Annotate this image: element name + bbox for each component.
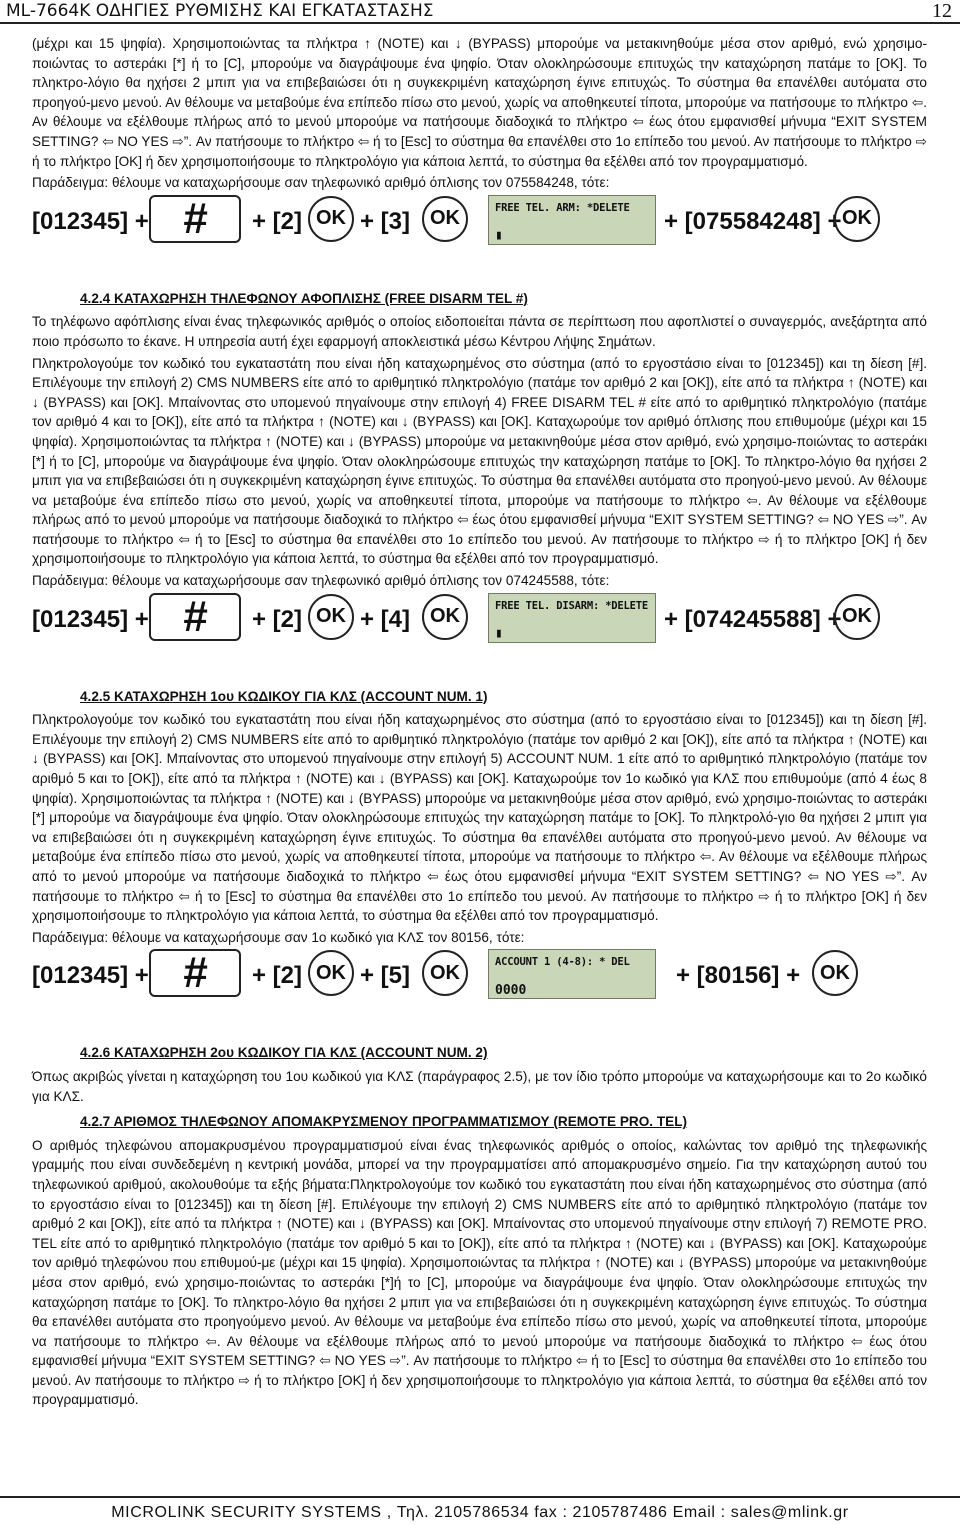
account-number: + [80156] + xyxy=(676,962,801,990)
step-5: + [5] xyxy=(360,962,411,990)
lcd-display xyxy=(488,593,656,643)
example-sequence-1 xyxy=(32,195,927,283)
paragraph: Ο αριθμός τηλεφώνου απομακρυσμένου προγραμματισμού είναι ένας τηλεφωνικός αριθμός ο οποίος, καλώντας τον αριθμό της τηλεφωνικής γραμμής που είναι συνδεδεμένη η κεντρική μονάδα, μπορεί να την προγραμματίσει από απομακρυσμένο σημείο. Για την καταχώρηση αυτού του τηλεφωνικού αριθμού, ακολουθούμε τα εξής βήματα:Πληκτρολογούμε τον κωδικό του εγκαταστάτη που είναι ήδη καταχωρημένος στο σύστημα (από το εργοστάσιο είναι το [012345]) και τη δίεση [#]. Επιλέγουμε την επιλογή 2) CMS NUMBERS είτε από το αριθμητικό πληκτρολόγιο (πατάμε τον αριθμό 2 και [OK]), είτε από τα πλήκτρα ↑ (NOTE) και ↓ (BYPASS) και [OK]. Μπαίνοντας στο υπομενού πηγαίνουμε στην επιλογή 7) REMOTE PRO. TEL είτε από το αριθμητικό πληκτρολόγιο (πατάμε τον αριθμό 5 και το [OK]), είτε από τα πλήκτρα ↑ (NOTE) και ↓ (BYPASS) και [OK]. Καταχωρούμε τον αριθμό τηλεφώνου που επιθυμού-με (μέχρι και 15 ψηφία). Χρησιμοποιώντας τα πλήκτρα ↑ (NOTE) και ↓ (BYPASS) μπορούμε να μετακινηθούμε μέσα στον αριθμό, ενώ χρησιμο-ποιώντας το αστεράκι [*]ή το [C], μπορούμε να διαγράψουμε ένα ψηφίο. Όταν ολοκληρώσουμε επιτυχώς την καταχώρηση πατάμε το [OK]. Το πληκτρο-λόγιο θα ηχήσει 2 μπιπ για να επιβεβαιώσει ότι η συγκεκριμένη καταχώρηση έγινε επιτυχώς. Το σύστημα θα επανέλθει αυτόματα στο προηγούμενο μενού. Αν θέλουμε να μεταβούμε ένα επίπεδο πίσω στο μενού, χωρίς να αποθηκευτεί τίποτα, μπορούμε να πατήσουμε το πλήκτρο ⇦. Αν θέλουμε να εξέλθουμε πλήρως από το μενού μπορούμε να πατήσουμε διαδοχικά το πλήκτρο ⇦ έως ότου εμφανισθεί μήνυμα “EXIT SYSTEM SETTING? ⇦ NO YES ⇨”. Αν πατήσουμε το πλήκτρο ⇦ ή το [Esc] το σύστημα θα επανέλθει στο 1ο επίπεδο του μενού. Αν πατήσουμε το πλήκτρο ⇨ ή το πλήκτρο [OK] ή δεν χρησιμοποιήσουμε το πληκτρολόγιο για κάποια λεπτά, το σύστημα θα εξέλθει από τον προγραμματισμό. xyxy=(32,1137,927,1408)
step-3: + [3] xyxy=(360,207,411,235)
ok-key-icon: OK xyxy=(308,196,354,242)
page-footer xyxy=(0,1496,960,1525)
example-caption: Παράδειγμα: θέλουμε να καταχωρήσουμε σαν τηλεφωνικό αριθμό όπλισης τον 075584248, τότε: xyxy=(32,175,610,191)
hash-key-icon: # xyxy=(149,949,241,997)
section-heading: 4.2.4 ΚΑΤΑΧΩΡΗΣΗ ΤΗΛΕΦΩΝΟΥ ΑΦΟΠΛΙΣΗΣ (FREE DISARM TEL #) xyxy=(80,290,528,306)
installer-code: [012345] + xyxy=(32,605,149,633)
section-heading: 4.2.5 ΚΑΤΑΧΩΡΗΣΗ 1ου ΚΩΔΙΚΟΥ ΓΙΑ ΚΛΣ (ACCOUNT NUM. 1) xyxy=(80,688,488,704)
section-heading: 4.2.6 ΚΑΤΑΧΩΡΗΣΗ 2ου ΚΩΔΙΚΟΥ ΓΙΑ ΚΛΣ (ACCOUNT NUM. 2) xyxy=(80,1045,488,1061)
example-caption: Παράδειγμα: θέλουμε να καταχωρήσουμε σαν τηλεφωνικό αριθμό όπλισης τον 074245588, τότε: xyxy=(32,573,610,589)
paragraph: Πληκτρολογούμε τον κωδικό του εγκαταστάτη που είναι ήδη καταχωρημένος στο σύστημα (από το εργοστάσιο είναι το [012345]) και τη δίεση [#]. Επιλέγουμε την επιλογή 2) CMS NUMBERS είτε από το αριθμητικό πληκτρολόγιο (πατάμε τον αριθμό 2 και [OK]), είτε από τα πλήκτρα ↑ (NOTE) και ↓ (BYPASS) και [OK]. Μπαίνοντας στο υπομενού πηγαίνουμε στην επιλογή 5) ACCOUNT NUM. 1 είτε από το αριθμητικό πληκτρολόγιο (πατάμε τον αριθμό 5 και το [OK]), είτε από τα πλήκτρα ↑ (NOTE) και ↓ (BYPASS) και [OK]. Καταχωρούμε τον 1ο κωδικό για ΚΛΣ που επιθυμούμε (από 4 έως 8 ψηφία). Χρησιμοποιώντας τα πλήκτρα ↑ (NOTE) και ↓ (BYPASS) μπορούμε να μετακινηθούμε μέσα στον αριθμό, ενώ χρησιμο-ποιώντας το αστεράκι [*] μπορούμε να διαγράψουμε ένα ψηφίο. Όταν ολοκληρώσουμε επιτυχώς την καταχώρηση πατάμε το [OK]. Το πληκτρολό-γιο θα ηχήσει 2 μπιπ για να επιβεβαιώσει ότι η συγκεκριμένη καταχώρηση έγινε επιτυχώς. Το σύστημα θα επανέλθει αυτόματα στο προηγού-μενο μενού. Αν θέλουμε να μεταβούμε ένα επίπεδο πίσω στο μενού, χωρίς να αποθηκευτεί τίποτα, μπορούμε να πατήσουμε το πλήκτρο ⇦. Αν θέλουμε να εξέλθουμε πλήρως από το μενού μπορούμε να πατήσουμε διαδοχικά το πλήκτρο ⇦ έως ότου εμφανισθεί μήνυμα “EXIT SYSTEM SETTING? ⇦ NO YES ⇨”. Αν πατήσουμε το πλήκτρο ⇦ ή το [Esc] το σύστημα θα επανέλθει στο 1ο επίπεδο του μενού. Αν πατήσουμε το πλήκτρο ⇨ ή το πλήκτρο [OK] ή δεν χρησιμοποιήσουμε το πληκτρολόγιο για κάποια λεπτά, το σύστημα θα εξέλθει από τον προγραμματισμό. xyxy=(32,712,927,924)
paragraph: Όπως ακριβώς γίνεται η καταχώρηση του 1ου κωδικού για ΚΛΣ (παράγραφος 2.5), με τον ίδιο τρόπο μπορούμε να καταχωρήσουμε και το 2ο κωδικό για ΚΛΣ. xyxy=(32,1068,927,1104)
ok-key-icon: OK xyxy=(834,594,880,640)
step-2: + [2] xyxy=(252,605,303,633)
paragraph: Το τηλέφωνο αφόπλισης είναι ένας τηλεφωνικός αριθμός ο οποίος ειδοποιείται πάντα σε περίπτωση που αφοπλιστεί ο συναγερμός, ανεξάρτητα από ποιο πρόσωπο το έκανε. Η υπηρεσία αυτή έχει εφαρμογή αποκλειστικά μέσω Κέντρου Λήψης Σημάτων. xyxy=(32,314,927,349)
lcd-cursor: ▮ xyxy=(495,626,503,642)
step-4: + [4] xyxy=(360,605,411,633)
ok-key-icon: OK xyxy=(834,196,880,242)
ok-key-icon: OK xyxy=(308,950,354,996)
ok-key-icon: OK xyxy=(308,594,354,640)
document-title: ML-7664K ΟΔΗΓΙΕΣ ΡΥΘΜΙΣΗΣ ΚΑΙ ΕΓΚΑΤΑΣΤΑΣΗΣ xyxy=(6,1,434,21)
lcd-digits: 0000 xyxy=(495,982,527,998)
lcd-cursor: ▮ xyxy=(495,228,503,244)
lcd-line: FREE TEL. ARM: *DELETE xyxy=(495,201,630,214)
lcd-display xyxy=(488,195,656,245)
hash-key-icon: # xyxy=(149,195,241,243)
lcd-display xyxy=(488,949,656,999)
installer-code: [012345] + xyxy=(32,962,149,990)
hash-key-icon: # xyxy=(149,593,241,641)
ok-key-icon: OK xyxy=(422,594,468,640)
lcd-line: FREE TEL. DISARM: *DELETE xyxy=(495,599,649,612)
document-body xyxy=(32,34,927,1412)
ok-key-icon: OK xyxy=(422,950,468,996)
phone-number: + [074245588] + xyxy=(664,605,842,633)
step-2: + [2] xyxy=(252,962,303,990)
installer-code: [012345] + xyxy=(32,207,149,235)
example-sequence-2 xyxy=(32,593,927,681)
ok-key-icon: OK xyxy=(422,196,468,242)
page-number: 12 xyxy=(932,0,952,22)
paragraph: Πληκτρολογούμε τον κωδικό του εγκαταστάτη που είναι ήδη καταχωρημένος στο σύστημα (από το εργοστάσιο είναι το [012345]) και τη δίεση [#]. Επιλέγουμε την επιλογή 2) CMS NUMBERS είτε από το αριθμητικό πληκτρολόγιο (πατάμε τον αριθμό 2 και [OK]), είτε από τα πλήκτρα ↑ (NOTE) και ↓ (BYPASS) και [OK]. Μπαίνοντας στο υπομενού πηγαίνουμε στην επιλογή 4) FREE DISARM TEL # είτε από το αριθμητικό πληκτρολόγιο (πατάμε τον αριθμό 4 και το [OK]), είτε από τα πλήκτρα ↑ (NOTE) και ↓ (BYPASS) και [OK]. Καταχωρούμε τον αριθμό όπλισης που επιθυμούμε (μέχρι και 15 ψηφία). Χρησιμοποιώντας τα πλήκτρα ↑ (NOTE) και ↓ (BYPASS) μπορούμε να μετακινηθούμε μέσα στον αριθμό, ενώ χρησιμο-ποιώντας το αστεράκι [*] ή το [C], μπορούμε να διαγράψουμε ένα ψηφίο. Όταν ολοκληρώσουμε επιτυχώς την καταχώρηση πατάμε το [OK]. Το πληκτρο-λόγιο θα ηχήσει 2 μπιπ για να επιβεβαιώσει ότι η συγκεκριμένη καταχώρηση έγινε επιτυχώς. Το σύστημα θα επανέλθει αυτόματα στο προηγού-μενο μενού. Αν θέλουμε να μεταβούμε ένα επίπεδο πίσω στο μενού, χωρίς να αποθηκευτεί τίποτα, μπορούμε να πατήσουμε το πλήκτρο ⇦. Αν θέλουμε να εξέλθουμε πλήρως από το μενού μπορούμε να πατήσουμε διαδοχικά το πλήκτρο ⇦ έως ότου εμφανισθεί μήνυμα “EXIT SYSTEM SETTING? ⇦ NO YES ⇨”. Αν πατήσουμε το πλήκτρο ⇦ ή το [Esc] το σύστημα θα επανέλθει στο 1ο επίπεδο του μενού. Αν πατήσουμε το πλήκτρο ⇨ ή το πλήκτρο [OK] ή δεν χρησιμοποιήσουμε το πληκτρολόγιο για κάποια λεπτά, το σύστημα θα εξέλθει από τον προγραμματισμό. xyxy=(32,355,927,567)
ok-key-icon: OK xyxy=(812,950,858,996)
lcd-line: ACCOUNT 1 (4-8): * DEL xyxy=(495,956,630,969)
paragraph: (μέχρι και 15 ψηφία). Χρησιμοποιώντας τα πλήκτρα ↑ (NOTE) και ↓ (BYPASS) μπορούμε να μετακινηθούμε μέσα στον αριθμό, ενώ χρησιμο-ποιώντας το αστεράκι [*] ή το [C], μπορούμε να διαγράψουμε ένα ψηφίο. Όταν ολοκληρώσουμε επιτυχώς την καταχώρηση πατάμε το [OK]. Το πληκτρο-λόγιο θα ηχήσει 2 μπιπ για να επιβεβαιώσει ότι η συγκεκριμένη καταχώρηση έγινε επιτυχώς. Το σύστημα θα επανέλθει αυτόματα στο προηγού-μενο μενού. Αν θέλουμε να μεταβούμε ένα επίπεδο πίσω στο μενού, χωρίς να αποθηκευτεί τίποτα, μπορούμε να πατήσουμε το πλήκτρο ⇦. Αν θέλουμε να εξέλθουμε πλήρως από το μενού μπορούμε να πατήσουμε διαδοχικά το πλήκτρο ⇦ έως ότου εμφανισθεί μήνυμα “EXIT SYSTEM SETTING? ⇦ NO YES ⇨”. Αν πατήσουμε το πλήκτρο ⇦ ή το [Esc] το σύστημα θα επανέλθει στο 1ο επίπεδο του μενού. Αν πατήσουμε το πλήκτρο ⇨ ή το πλήκτρο [OK] ή δεν χρησιμοποιήσουμε το πληκτρολόγιο για κάποια λεπτά, το σύστημα θα εξέλθει από τον προγραμματισμό. xyxy=(32,36,927,169)
phone-number: + [075584248] + xyxy=(664,207,842,235)
step-2: + [2] xyxy=(252,207,303,235)
example-sequence-3 xyxy=(32,949,927,1037)
example-caption: Παράδειγμα: θέλουμε να καταχωρήσουμε σαν 1ο κωδικό για ΚΛΣ τον 80156, τότε: xyxy=(32,929,525,945)
section-heading: 4.2.7 ΑΡΙΘΜΟΣ ΤΗΛΕΦΩΝΟΥ ΑΠΟΜΑΚΡΥΣΜΕΝΟΥ ΠΡΟΓΡΑΜΜΑΤΙΣΜΟΥ (REMOTE PRO. TEL) xyxy=(80,1114,688,1130)
page-header xyxy=(0,0,960,24)
footer-contact: MICROLINK SECURITY SYSTEMS , Τηλ. 2105786534 fax : 2105787486 Email : sales@mlink.gr xyxy=(111,1504,849,1521)
